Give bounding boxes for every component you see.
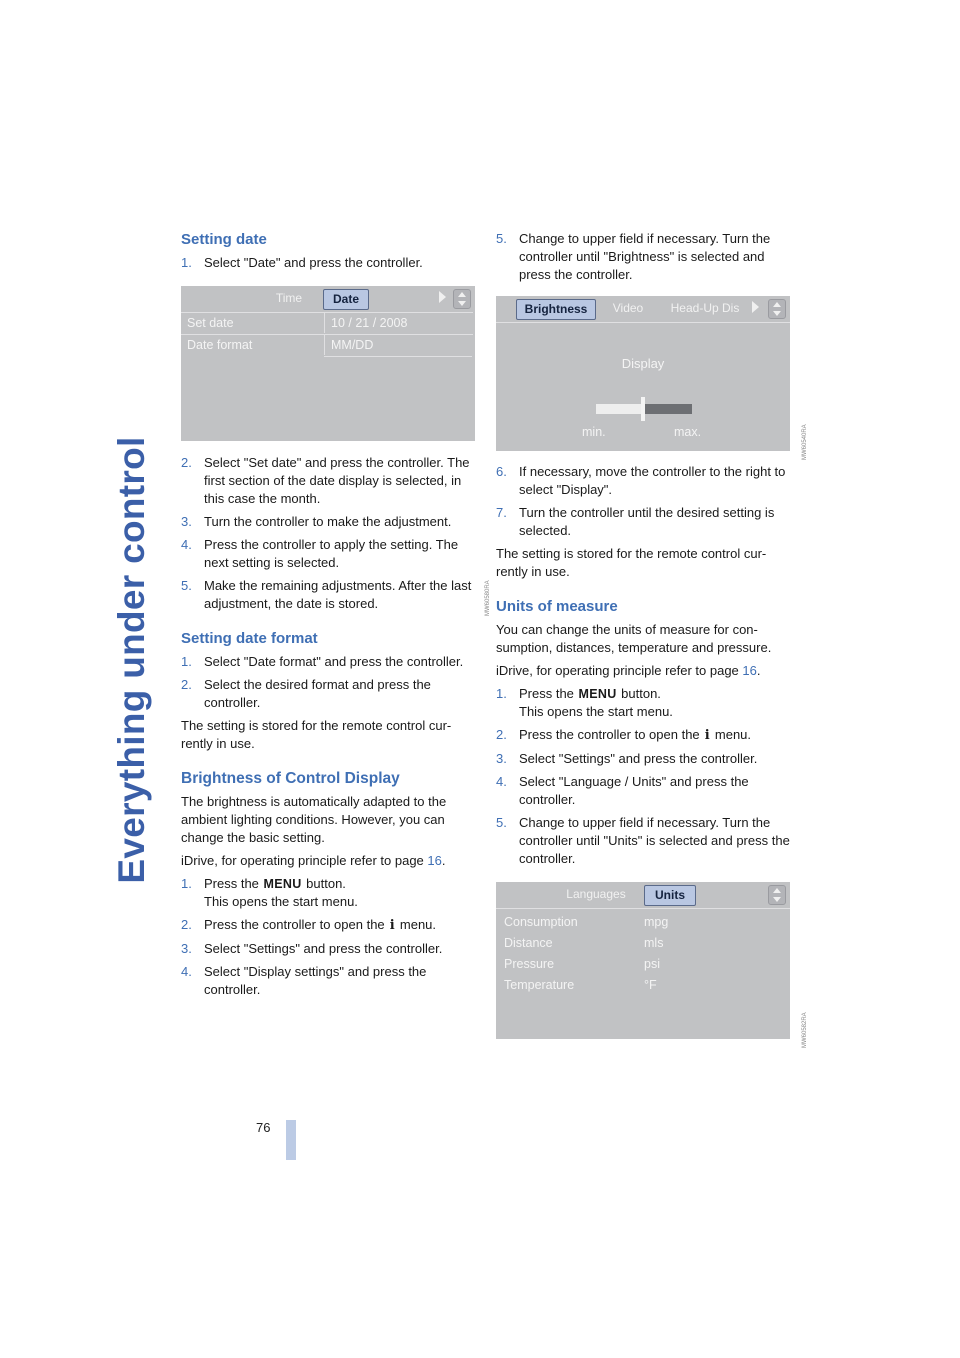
right-column — [496, 230, 808, 1048]
left-column — [181, 230, 491, 999]
brightness-slider-handle[interactable] — [641, 397, 645, 421]
note-text: The setting is stored for the remote control currently in use. — [181, 718, 452, 751]
idrive-ref: iDrive, for operating principle refer to page 16. — [496, 663, 761, 678]
temperature-label[interactable]: Temperature — [504, 978, 575, 992]
menu-key: MENU — [578, 687, 617, 701]
idrive-ref: iDrive, for operating principle refer to page 16. — [181, 853, 446, 868]
date-screen — [181, 286, 475, 441]
heading-units: Units of measure — [496, 598, 618, 615]
divider — [496, 322, 790, 323]
step-item: 2. Select "Set date" and press the controller. The first section of the date display is selected, in this case the month. — [181, 455, 470, 506]
step-item: 5. Make the remaining adjustments. After the last adjustment, the date is stored. — [181, 578, 472, 611]
image-id: MW60582RA — [802, 1012, 808, 1048]
max-label: max. — [674, 425, 702, 439]
brightness-slider-fill — [596, 404, 643, 414]
step-item: 1. Press the MENU button. This opens the start menu. — [496, 686, 673, 719]
tab-video[interactable]: Video — [612, 301, 644, 315]
intro-text: You can change the units of measure for consumption, distances, temperature and pressure. — [496, 622, 772, 655]
distance-value[interactable]: mls — [644, 936, 664, 950]
scroll-updown-icon[interactable] — [768, 299, 786, 319]
set-date-value[interactable]: 10 / 21 / 2008 — [324, 313, 472, 333]
tab-languages[interactable]: Languages — [566, 887, 626, 901]
step-item: 4. Select "Language / Units" and press the controller. — [496, 774, 749, 807]
distance-label[interactable]: Distance — [504, 936, 553, 950]
step-item: 3. Select "Settings" and press the controller. — [496, 751, 758, 766]
divider — [324, 356, 472, 357]
display-label[interactable]: Display — [621, 356, 665, 371]
heading-brightness: Brightness of Control Display — [181, 770, 400, 787]
page-marker-bar — [286, 1120, 296, 1160]
temperature-value[interactable]: °F — [644, 978, 657, 992]
intro-text: The brightness is automatically adapted to the ambient lighting conditions. However, you can change the basic setting. — [181, 794, 447, 845]
step-item: 2. Select the desired format and press the controller. — [181, 677, 431, 710]
heading-setting-date: Setting date — [181, 231, 267, 248]
info-icon: i — [704, 728, 710, 743]
step-item: 3. Turn the controller to make the adjustment. — [181, 514, 452, 529]
pressure-label[interactable]: Pressure — [504, 957, 555, 971]
scroll-updown-icon[interactable] — [453, 289, 471, 309]
step-item: 6. If necessary, move the controller to the right to select "Display". — [496, 464, 786, 497]
step-item: 2. Press the controller to open the i menu. — [496, 727, 752, 743]
step-item: 4. Select "Display settings" and press the controller. — [181, 964, 427, 997]
menu-key: MENU — [263, 877, 302, 891]
date-format-value[interactable]: MM/DD — [324, 335, 472, 355]
step-item: 3. Select "Settings" and press the controller. — [181, 941, 443, 956]
set-date-label[interactable]: Set date — [187, 316, 234, 330]
info-icon: i — [389, 918, 395, 933]
chapter-side-title: Everything under control — [111, 436, 152, 884]
consumption-label[interactable]: Consumption — [504, 915, 578, 929]
consumption-value[interactable]: mpg — [644, 915, 669, 929]
step-item: 1. Select "Date format" and press the controller. — [181, 654, 464, 669]
brightness-tabbar — [496, 296, 790, 320]
tab-brightness[interactable]: Brightness — [516, 299, 596, 320]
note-text: The setting is stored for the remote control currently in use. — [496, 546, 767, 579]
page-link[interactable]: 16 — [742, 663, 757, 678]
units-tabbar — [496, 882, 790, 906]
brightness-slider-track[interactable] — [596, 404, 692, 414]
step-item: 5. Change to upper field if necessary. Turn the controller until "Units" is selected and press the controller. — [496, 815, 790, 866]
step-item: 7. Turn the controller until the desired setting is selected. — [496, 505, 775, 538]
min-label: min. — [582, 425, 606, 439]
step-item: 1. Select "Date" and press the controller. — [181, 255, 423, 270]
page-link[interactable]: 16 — [427, 853, 442, 868]
scroll-updown-icon[interactable] — [768, 885, 786, 905]
arrow-right-icon[interactable] — [752, 301, 759, 313]
heading-date-format: Setting date format — [181, 630, 318, 647]
pressure-value[interactable]: psi — [644, 957, 660, 971]
tab-date[interactable]: Date — [323, 289, 369, 310]
image-id: MW60580RA — [485, 580, 491, 616]
tab-head-up-display[interactable]: Head-Up Dis — [670, 301, 740, 315]
tab-time[interactable]: Time — [275, 291, 303, 305]
step-item: 5. Change to upper field if necessary. Turn the controller until "Brightness" is selected and press the controller. — [496, 231, 771, 282]
page-number: 76 — [256, 1120, 271, 1135]
brightness-screen — [496, 296, 790, 451]
tab-units[interactable]: Units — [644, 885, 696, 906]
units-screen — [496, 882, 790, 1039]
arrow-right-icon[interactable] — [439, 291, 446, 303]
step-item: 1. Press the MENU button. This opens the start menu. — [181, 876, 358, 909]
divider — [496, 908, 790, 909]
date-tabbar — [181, 286, 475, 310]
date-format-label[interactable]: Date format — [187, 338, 253, 352]
step-item: 2. Press the controller to open the i menu. — [181, 917, 437, 933]
step-item: 4. Press the controller to apply the setting. The next setting is selected. — [181, 537, 459, 570]
image-id: MW60540RA — [802, 424, 808, 460]
